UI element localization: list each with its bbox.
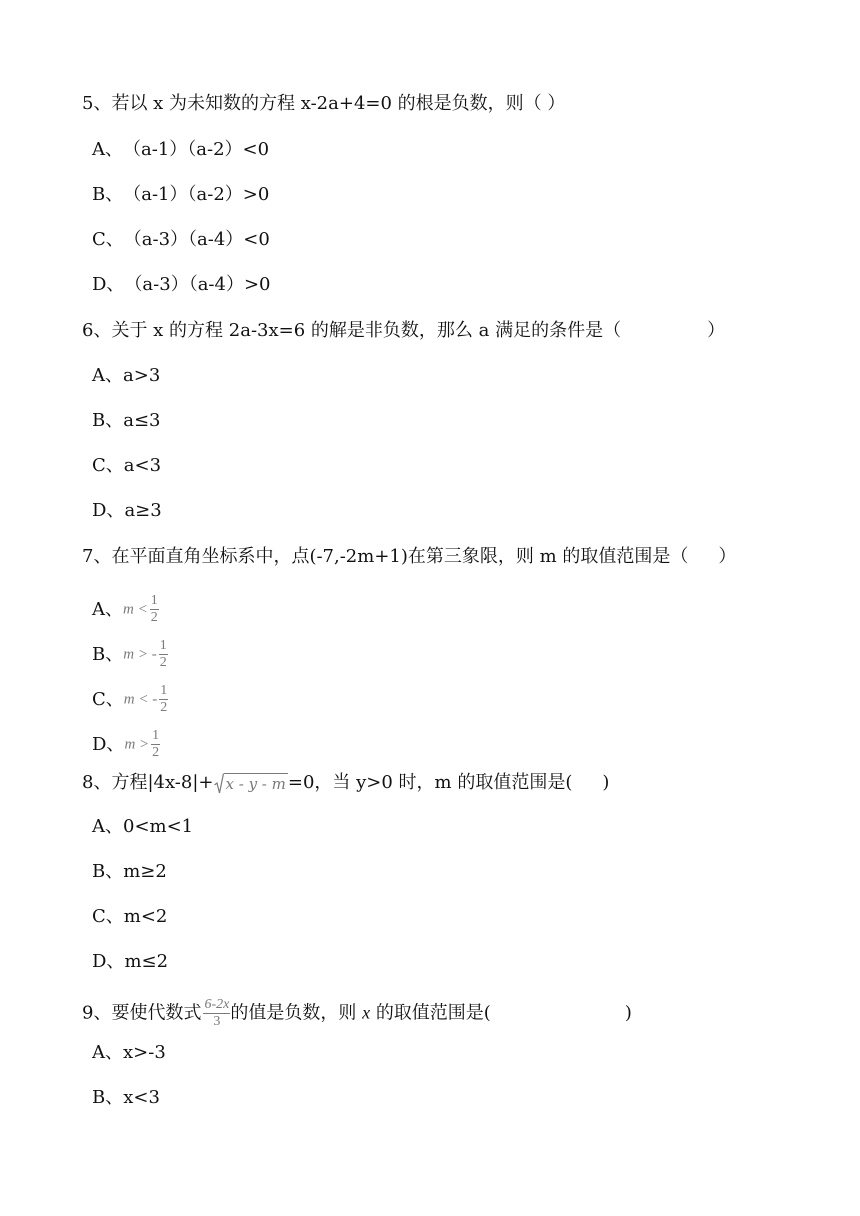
option-label: A、 [92,139,123,160]
question-text-post: 的取值范围是( [375,1002,491,1024]
option-label: C、 [92,688,124,710]
square-root-formula [214,773,288,794]
question-7-option-a [92,593,159,625]
fraction [159,639,168,670]
question-6-option-b [92,409,161,433]
option-text: 0<m<1 [123,816,194,837]
question-8-option-a [92,815,193,839]
formula-lhs: m < - [123,691,158,708]
question-8-option-b [92,860,167,884]
question-text-end: ) [624,1002,632,1024]
question-9-option-a [92,1041,166,1065]
question-text: 关于 x 的方程 2a-3x=6 的解是非负数，那么 a 满足的条件是（ [111,320,622,341]
option-text: a<3 [123,455,162,476]
option-label: D、 [92,733,125,755]
variable: x [362,1002,371,1023]
question-text-end: ) [602,772,610,793]
fraction [150,594,159,625]
question-9-stem [82,997,632,1029]
question-text-end: ） [718,546,737,567]
option-label: B、 [92,643,124,665]
question-text: 若以 x 为未知数的方程 x-2a+4=0 的根是负数，则（ ） [111,93,566,114]
question-text-mid: =0，当 y>0 时，m 的取值范围是( [287,772,573,793]
option-text: （a-3）（a-4）<0 [123,229,270,250]
option-label: C、 [92,455,124,476]
fraction [151,729,160,760]
question-number: 6、 [82,320,112,341]
question-7-option-d [92,728,160,760]
option-text: m≤2 [124,951,169,972]
question-5-option-b [92,183,269,207]
option-label: B、 [92,410,124,431]
option-text: a>3 [123,365,161,386]
option-label: A、 [92,365,123,386]
question-8-option-c [92,905,167,929]
formula-lhs: m > - [123,646,157,663]
question-8-option-d [92,950,168,974]
question-8-stem [82,771,609,795]
question-text-end: ） [707,320,726,341]
formula-image [124,684,168,715]
fraction-numerator: 6-2x [204,997,230,1012]
option-text: a≥3 [124,500,162,521]
option-label: D、 [92,274,125,295]
option-text: x<3 [123,1087,160,1108]
option-label: B、 [92,184,124,205]
question-5-option-d [92,273,271,297]
question-6-option-c [92,454,161,478]
option-text: （a-3）（a-4）>0 [124,274,271,295]
option-label: D、 [92,951,125,972]
radicand: x - y - m [225,774,286,793]
option-label: B、 [92,1087,124,1108]
question-7-option-c [92,683,168,715]
formula-image [124,729,160,760]
question-text: 要使代数式 [111,1002,202,1024]
option-text: x>-3 [123,1042,166,1063]
question-text: 在平面直角坐标系中，点(-7,-2m+1)在第三象限，则 m 的取值范围是（ [111,546,689,567]
fraction-denominator: 2 [159,655,167,670]
option-text: （a-1）（a-2）>0 [123,184,270,205]
question-6-option-d [92,499,162,523]
fraction-denominator: 3 [213,1014,221,1029]
option-text: m≥2 [123,861,167,882]
question-6-stem [82,319,725,343]
option-label: C、 [92,229,124,250]
question-text-mid: 的值是负数，则 [230,1002,357,1024]
question-number: 9、 [82,1002,112,1024]
radical-sign-icon [214,773,224,794]
option-label: B、 [92,861,124,882]
question-7-option-b [92,638,168,670]
option-text: a≤3 [123,410,161,431]
fraction [159,684,168,715]
option-label: D、 [92,500,125,521]
fraction-numerator: 1 [159,638,167,653]
question-text: 方程|4x-8|+ [111,772,214,793]
formula-image [123,594,159,625]
fraction-numerator: 1 [160,683,168,698]
formula-image [123,639,167,670]
fraction-denominator: 2 [150,610,158,625]
question-5-stem [82,92,565,116]
formula-image [201,998,230,1029]
formula-lhs: m < [123,601,148,618]
question-number: 5、 [82,93,112,114]
question-5-option-c [92,228,270,252]
question-7-stem [82,545,736,569]
option-text: （a-1）（a-2）<0 [123,139,270,160]
option-text: m<2 [123,906,168,927]
option-label: A、 [92,598,123,620]
fraction-numerator: 1 [152,728,160,743]
question-number: 7、 [82,546,112,567]
fraction-denominator: 2 [160,700,168,715]
fraction-numerator: 1 [150,593,158,608]
question-6-option-a [92,364,160,388]
fraction [203,998,230,1029]
formula-lhs: m > [124,736,150,753]
question-9-option-b [92,1086,160,1110]
option-label: A、 [92,1042,123,1063]
fraction-denominator: 2 [152,745,160,760]
question-5-option-a [92,138,269,162]
option-label: C、 [92,906,124,927]
option-label: A、 [92,816,123,837]
question-number: 8、 [82,772,112,793]
